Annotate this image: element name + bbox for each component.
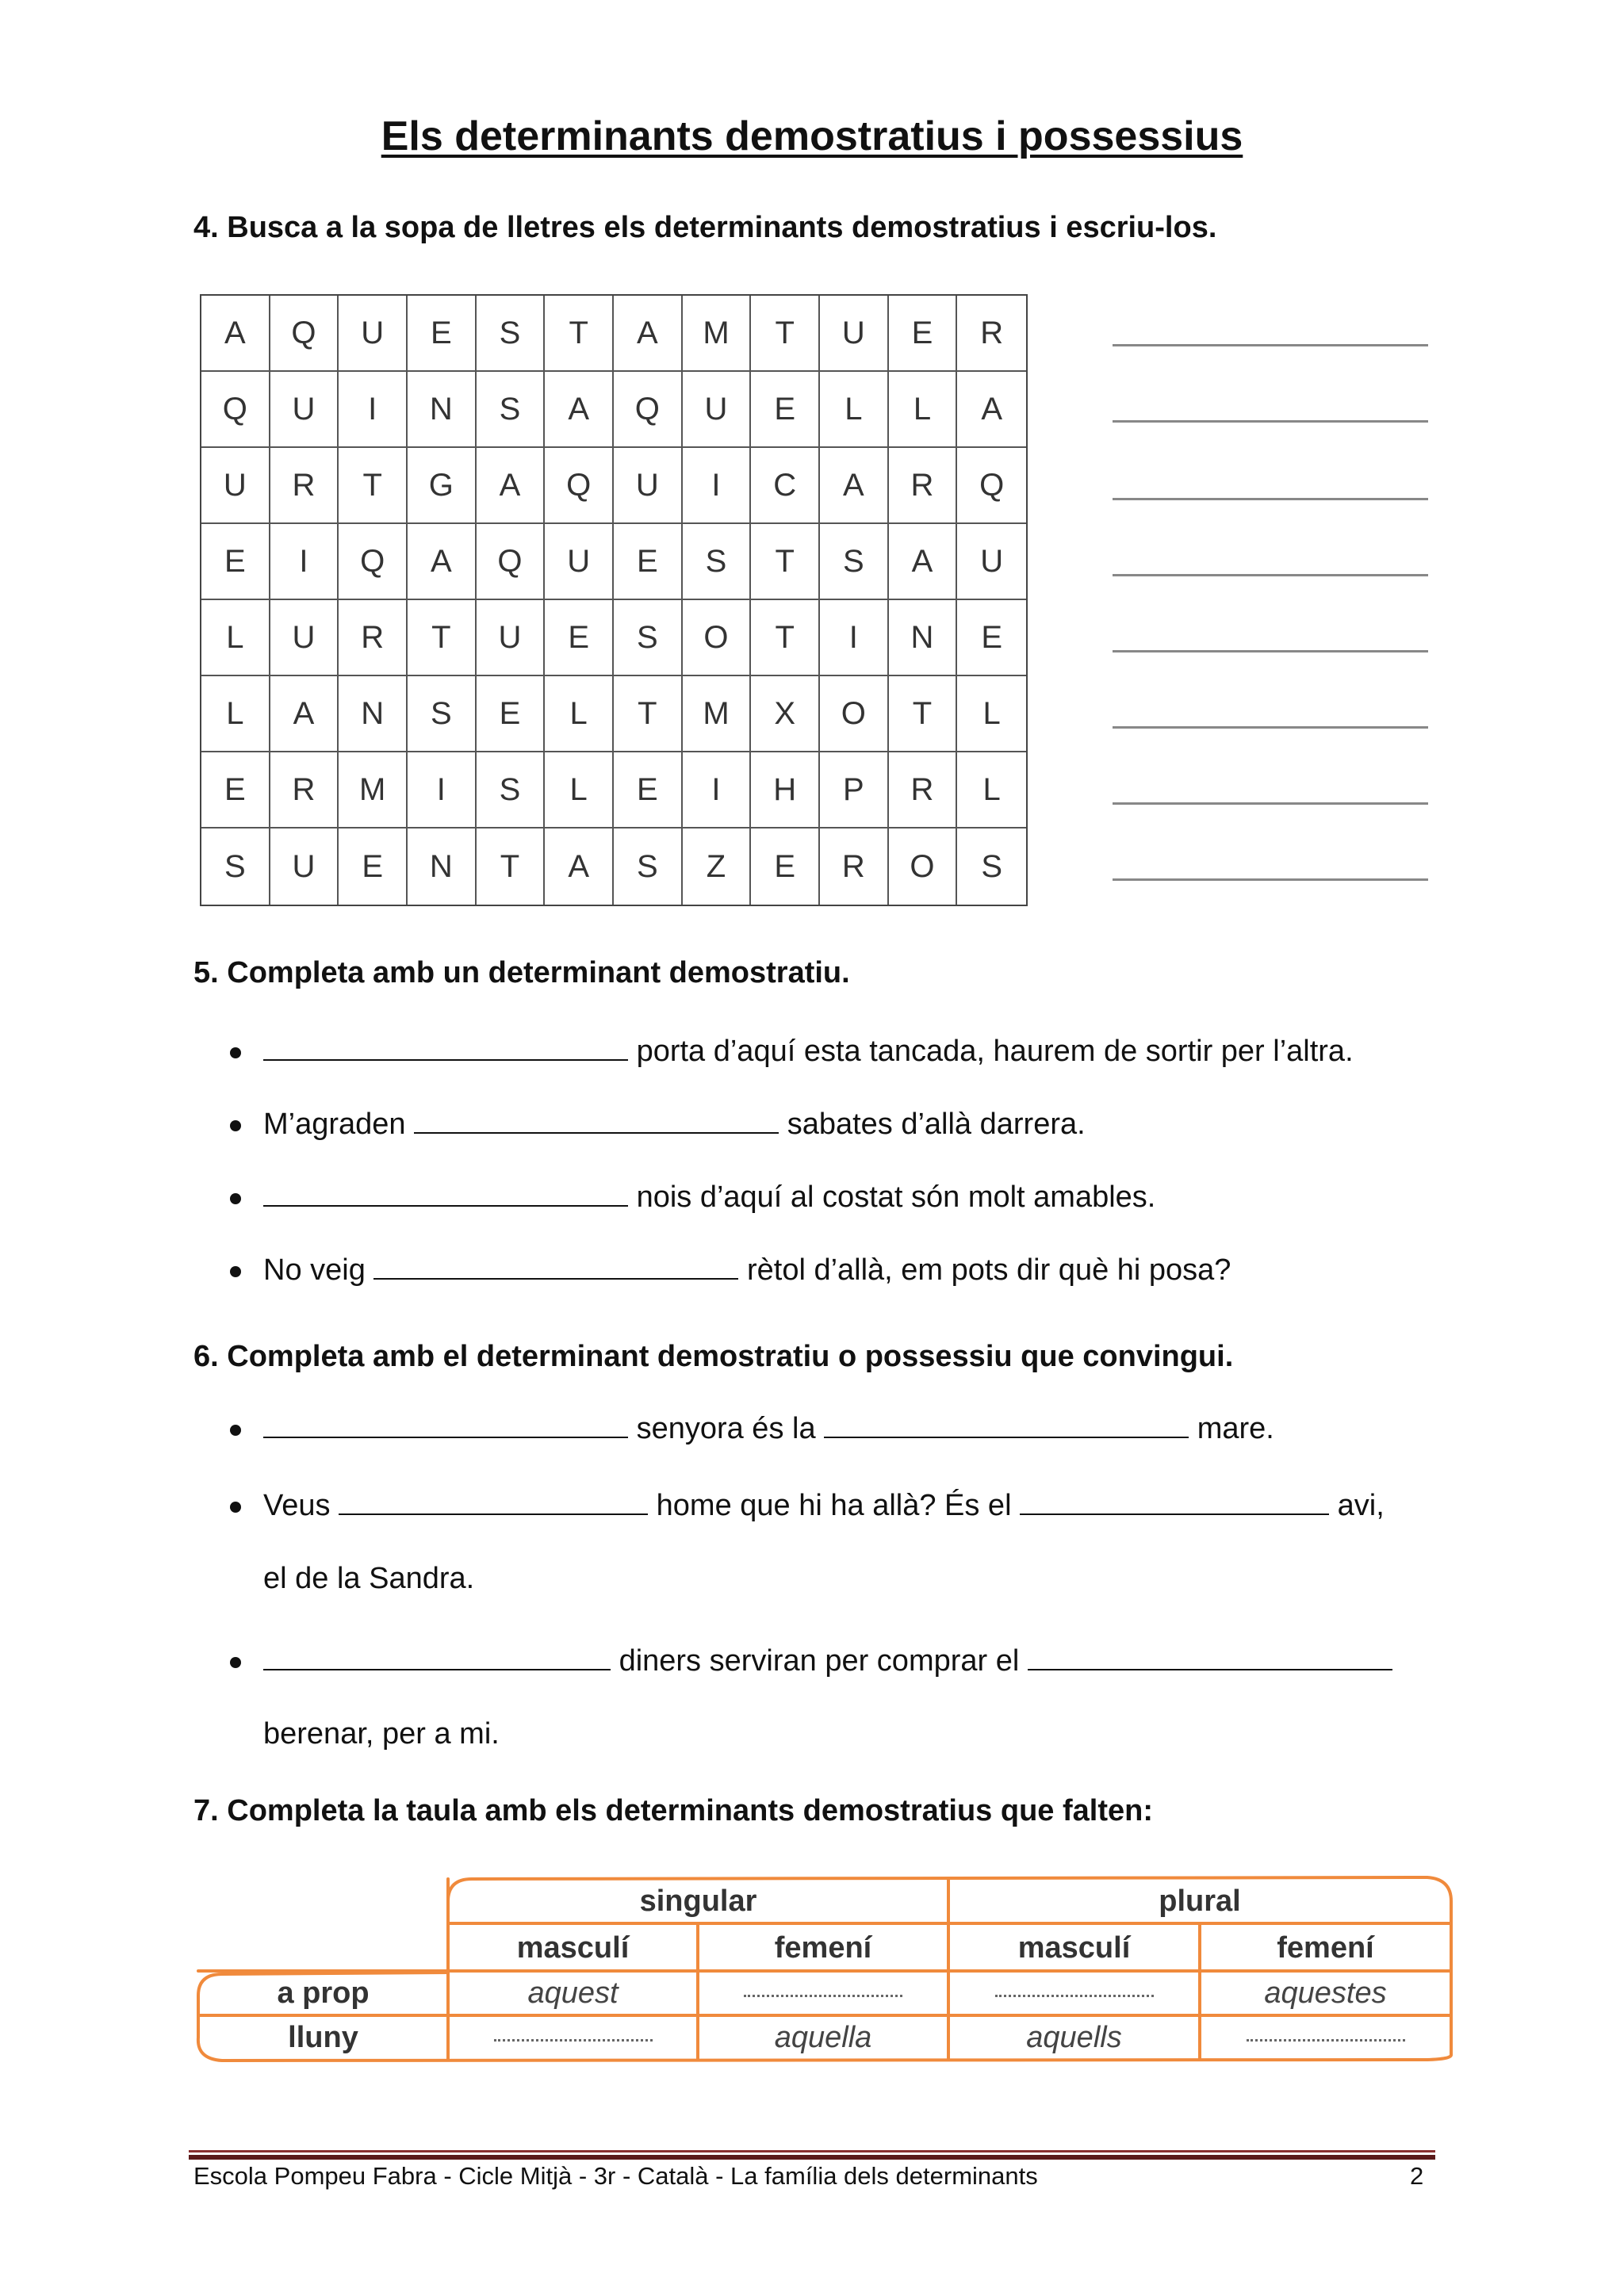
grid-letter[interactable]: A	[889, 524, 958, 600]
grid-letter[interactable]: H	[751, 752, 820, 828]
cell-aquest: aquest	[527, 1976, 619, 2010]
grid-letter[interactable]: S	[614, 828, 683, 905]
grid-letter[interactable]: A	[408, 524, 477, 600]
grid-letter[interactable]: A	[614, 296, 683, 372]
question-7-heading: 7. Completa la taula amb els determinants demostratius que falten:	[193, 1794, 1153, 1827]
grid-letter[interactable]: Q	[339, 524, 408, 600]
grid-letter[interactable]: O	[683, 600, 752, 676]
grid-letter[interactable]: S	[408, 676, 477, 752]
grid-letter[interactable]: L	[201, 600, 270, 676]
grid-letter[interactable]: S	[820, 524, 889, 600]
question-6-heading: 6. Completa amb el determinant demostratiu o possessiu que convingui.	[193, 1340, 1234, 1373]
grid-letter[interactable]: A	[545, 372, 614, 448]
grid-letter[interactable]: T	[339, 448, 408, 524]
grid-letter[interactable]: E	[477, 676, 546, 752]
grid-letter[interactable]: A	[270, 676, 339, 752]
grid-letter[interactable]: R	[270, 448, 339, 524]
grid-letter[interactable]: S	[683, 524, 752, 600]
grid-letter[interactable]: E	[201, 752, 270, 828]
row-label-lluny: lluny	[288, 2020, 358, 2054]
grid-letter[interactable]: E	[545, 600, 614, 676]
grid-letter[interactable]: L	[957, 676, 1026, 752]
page-title: Els determinants demostratius i possessius	[381, 113, 1243, 159]
grid-letter[interactable]: L	[957, 752, 1026, 828]
cell-aquestes: aquestes	[1264, 1976, 1387, 2010]
grid-letter[interactable]: E	[339, 828, 408, 905]
grid-letter[interactable]: R	[270, 752, 339, 828]
grid-letter[interactable]: L	[545, 676, 614, 752]
grid-letter[interactable]: O	[889, 828, 958, 905]
grid-letter[interactable]: Q	[957, 448, 1026, 524]
fill-in-cell[interactable]	[448, 2015, 698, 2060]
grid-letter[interactable]: L	[201, 676, 270, 752]
grid-letter[interactable]: T	[545, 296, 614, 372]
grid-letter[interactable]: A	[201, 296, 270, 372]
sentence-5-4: No veig rètol d’allà, em pots dir què hi posa?	[263, 1251, 1231, 1288]
grid-letter[interactable]: M	[339, 752, 408, 828]
question-4-heading: 4. Busca a la sopa de lletres els determinants demostratius i escriu-los.	[193, 211, 1217, 244]
grid-letter[interactable]: U	[957, 524, 1026, 600]
sentence-6-3: diners serviran per comprar el	[263, 1642, 1392, 1678]
header-masculine-singular: masculí	[516, 1931, 630, 1965]
grid-letter[interactable]: Z	[683, 828, 752, 905]
dotted-blank[interactable]	[995, 1995, 1154, 1997]
grid-letter[interactable]: N	[339, 676, 408, 752]
grid-letter[interactable]: A	[477, 448, 546, 524]
sentence-5-3: nois d’aquí al costat són molt amables.	[263, 1178, 1155, 1215]
grid-letter[interactable]: A	[957, 372, 1026, 448]
footer-rule	[189, 2150, 1435, 2152]
grid-letter[interactable]: E	[614, 524, 683, 600]
sentence-6-2-cont: el de la Sandra.	[263, 1562, 475, 1595]
header-masculine-plural: masculí	[1017, 1931, 1131, 1965]
grid-letter[interactable]: Q	[270, 296, 339, 372]
header-singular: singular	[639, 1884, 757, 1918]
grid-letter[interactable]: X	[751, 676, 820, 752]
sentence-5-2: M’agraden sabates d’allà darrera.	[263, 1105, 1086, 1142]
grid-letter[interactable]: L	[545, 752, 614, 828]
grid-letter[interactable]: R	[339, 600, 408, 676]
grid-letter[interactable]: S	[477, 372, 546, 448]
footer-rule-thick	[189, 2155, 1435, 2160]
grid-letter[interactable]: A	[820, 448, 889, 524]
grid-letter[interactable]: I	[820, 600, 889, 676]
grid-letter[interactable]: I	[408, 752, 477, 828]
grid-letter[interactable]: U	[270, 600, 339, 676]
grid-letter[interactable]: T	[408, 600, 477, 676]
sentence-5-1: porta d’aquí esta tancada, haurem de sortir per l’altra.	[263, 1032, 1354, 1069]
grid-letter[interactable]: Q	[545, 448, 614, 524]
grid-letter[interactable]: U	[270, 828, 339, 905]
grid-letter[interactable]: T	[889, 676, 958, 752]
dotted-blank[interactable]	[494, 2039, 653, 2042]
header-feminine-singular: femení	[774, 1931, 872, 1965]
grid-letter[interactable]: U	[614, 448, 683, 524]
grid-letter[interactable]: R	[889, 752, 958, 828]
grid-letter[interactable]: E	[201, 524, 270, 600]
grid-letter[interactable]: E	[957, 600, 1026, 676]
grid-letter[interactable]: T	[614, 676, 683, 752]
grid-letter[interactable]: U	[683, 372, 752, 448]
grid-letter[interactable]: O	[820, 676, 889, 752]
grid-letter[interactable]: T	[477, 828, 546, 905]
grid-letter[interactable]: E	[751, 372, 820, 448]
dotted-blank[interactable]	[744, 1995, 902, 1997]
grid-letter[interactable]: S	[477, 296, 546, 372]
footer-text: Escola Pompeu Fabra - Cicle Mitjà - 3r - Català - La família dels determinants	[193, 2162, 1038, 2190]
cell-aquella: aquella	[774, 2020, 872, 2054]
grid-letter[interactable]: M	[683, 296, 752, 372]
grid-letter[interactable]: I	[339, 372, 408, 448]
fill-in-cell[interactable]	[698, 1971, 948, 2015]
grid-letter[interactable]: A	[545, 828, 614, 905]
question-5-heading: 5. Completa amb un determinant demostratiu.	[193, 956, 850, 989]
grid-letter[interactable]: Q	[201, 372, 270, 448]
grid-letter[interactable]: R	[957, 296, 1026, 372]
grid-letter[interactable]: P	[820, 752, 889, 828]
grid-letter[interactable]: I	[683, 752, 752, 828]
grid-letter[interactable]: R	[820, 828, 889, 905]
cell-aquells: aquells	[1026, 2020, 1122, 2054]
grid-letter[interactable]: L	[820, 372, 889, 448]
grid-letter[interactable]: E	[751, 828, 820, 905]
row-label-a-prop: a prop	[277, 1976, 370, 2010]
header-plural: plural	[1159, 1884, 1241, 1918]
grid-letter[interactable]: U	[477, 600, 546, 676]
header-feminine-plural: femení	[1277, 1931, 1374, 1965]
grid-letter[interactable]: U	[201, 448, 270, 524]
grid-letter[interactable]: N	[408, 828, 477, 905]
grid-letter[interactable]: S	[201, 828, 270, 905]
grid-letter[interactable]: E	[614, 752, 683, 828]
grid-letter[interactable]: N	[889, 600, 958, 676]
grid-letter[interactable]: C	[751, 448, 820, 524]
grid-letter[interactable]: T	[751, 600, 820, 676]
grid-letter[interactable]: U	[270, 372, 339, 448]
sentence-6-3-cont: berenar, per a mi.	[263, 1717, 500, 1751]
fill-in-cell[interactable]	[1200, 2015, 1451, 2060]
grid-letter[interactable]: S	[614, 600, 683, 676]
dotted-blank[interactable]	[1247, 2039, 1405, 2042]
grid-letter[interactable]: E	[408, 296, 477, 372]
grid-letter[interactable]: M	[683, 676, 752, 752]
grid-letter[interactable]: U	[545, 524, 614, 600]
grid-letter[interactable]: T	[751, 296, 820, 372]
grid-letter[interactable]: L	[889, 372, 958, 448]
grid-letter[interactable]: S	[477, 752, 546, 828]
grid-letter[interactable]: G	[408, 448, 477, 524]
page-number: 2	[1410, 2162, 1424, 2190]
grid-letter[interactable]: I	[270, 524, 339, 600]
grid-letter[interactable]: I	[683, 448, 752, 524]
grid-letter[interactable]: N	[408, 372, 477, 448]
grid-letter[interactable]: R	[889, 448, 958, 524]
sentence-6-1: senyora és la mare.	[263, 1410, 1274, 1446]
grid-letter[interactable]: Q	[477, 524, 546, 600]
sentence-6-2: Veus home que hi ha allà? És el avi,	[263, 1487, 1385, 1523]
grid-letter[interactable]: S	[981, 848, 1002, 884]
grid-letter[interactable]: U	[339, 296, 408, 372]
grid-letter[interactable]: U	[820, 296, 889, 372]
grid-letter[interactable]: T	[751, 524, 820, 600]
grid-letter[interactable]: E	[889, 296, 958, 372]
grid-letter[interactable]: Q	[614, 372, 683, 448]
fill-in-cell[interactable]	[948, 1971, 1200, 2015]
